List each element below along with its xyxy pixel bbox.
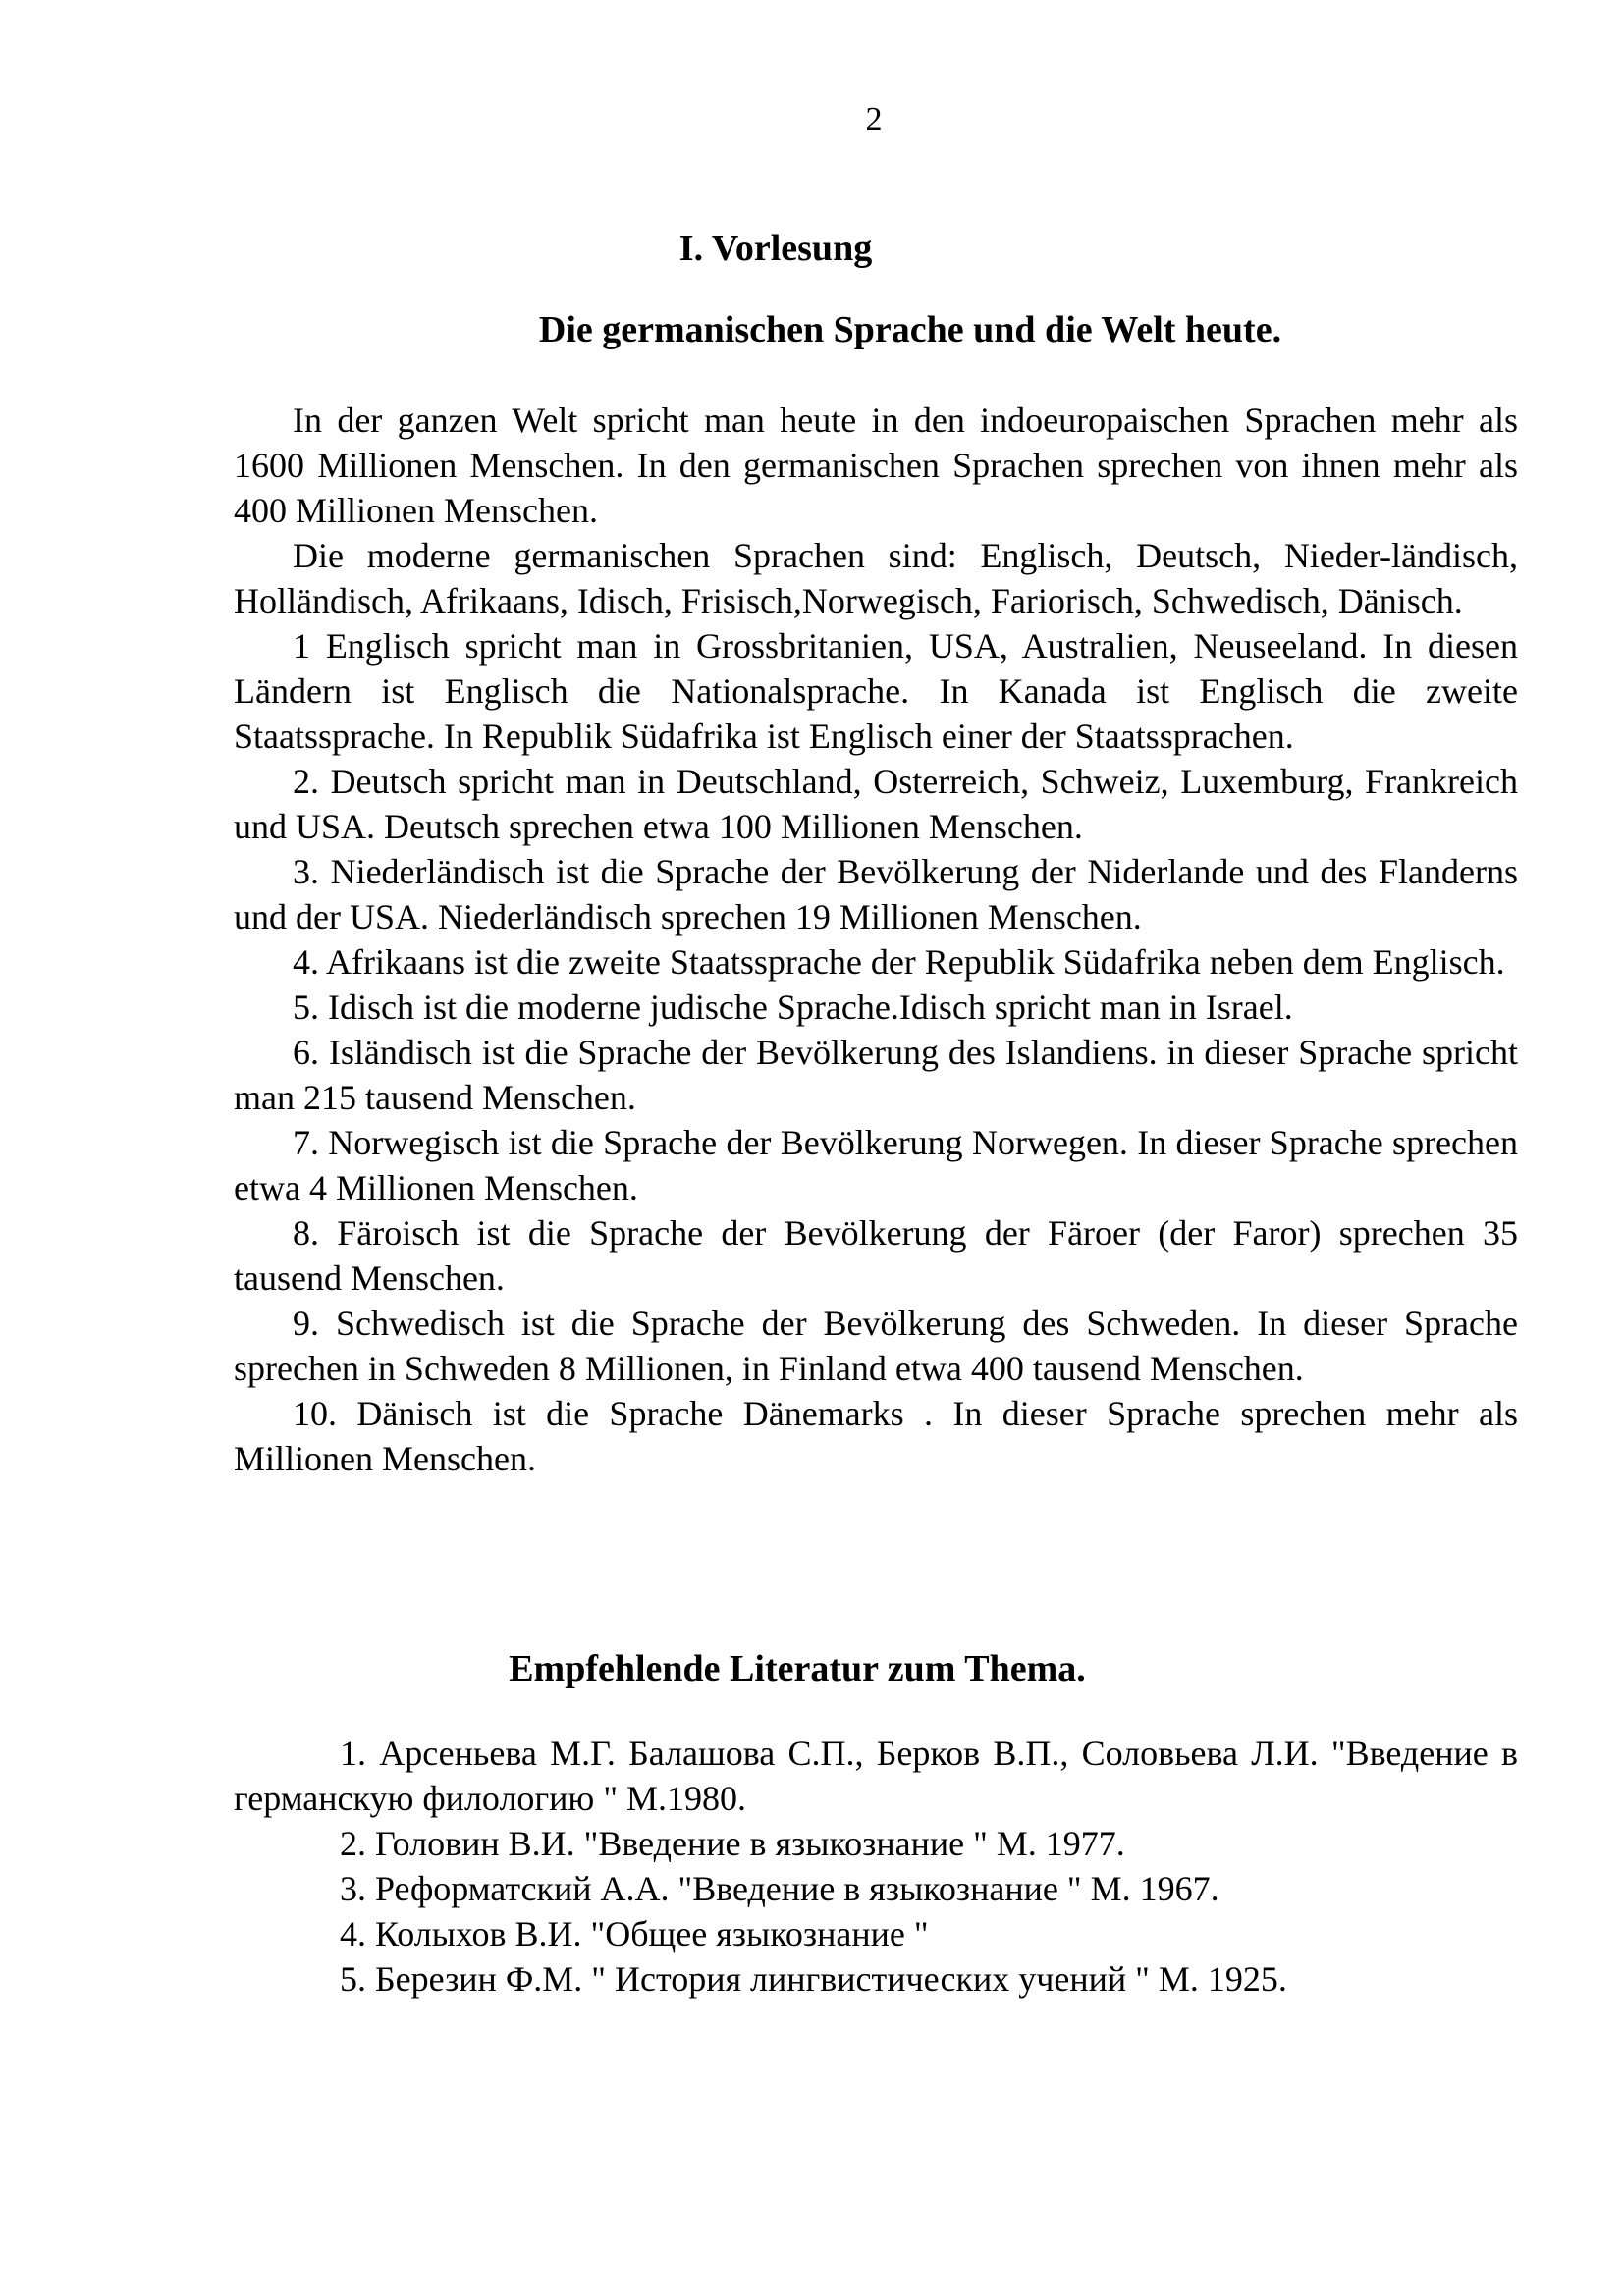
literature-item: 3. Реформатский А.А. "Введение в языкознание " М. 1967. <box>340 1869 1219 1908</box>
literature-item: 1. Арсеньева М.Г. Балашова С.П., Берков В.П., Соловьева Л.И. "Введение в германскую филологию " М.1980. <box>234 1734 1518 1818</box>
literature-item: 2. Головин В.И. "Введение в языкознание " М. 1977. <box>340 1824 1125 1863</box>
literature-item: 5. Березин Ф.М. " История лингвистических учений " М. 1925. <box>340 1959 1287 1999</box>
paragraph-icelandic: 6. Isländisch ist die Sprache der Bevölkerung des Islandiens. in dieser Sprache spricht man 215 tausend Menschen. <box>234 1033 1518 1117</box>
paragraph-swedish: 9. Schwedisch ist die Sprache der Bevölkerung des Schweden. In dieser Sprache sprechen in Schweden 8 Millionen, in Finland etwa 400 tausend Menschen. <box>234 1304 1518 1388</box>
paragraph-faroese: 8. Färoisch ist die Sprache der Bevölkerung der Färoer (der Faror) sprechen 35 tausend Menschen. <box>234 1213 1518 1298</box>
lecture-body <box>234 398 1518 1481</box>
paragraph-yiddish: 5. Idisch ist die moderne judische Sprache.Idisch spricht man in Israel. <box>293 988 1293 1027</box>
paragraph-afrikaans: 4. Afrikaans ist die zweite Staatssprache der Republik Südafrika neben dem Englisch. <box>293 942 1505 982</box>
literature-list <box>234 1731 1518 2002</box>
paragraph-german: 2. Deutsch spricht man in Deutschland, Osterreich, Schweiz, Luxemburg, Frankreich und USA. Deutsch sprechen etwa 100 Millionen Menschen. <box>234 762 1518 846</box>
paragraph-intro: In der ganzen Welt spricht man heute in den indoeuropaischen Sprachen mehr als 1600 Millionen Menschen. In den germanischen Sprachen sprechen von ihnen mehr als 400 Millionen Menschen. <box>234 400 1518 530</box>
paragraph-norwegian: 7. Norwegisch ist die Sprache der Bevölkerung Norwegen. In dieser Sprache sprechen etwa 4 Millionen Menschen. <box>234 1123 1518 1207</box>
paragraph-dutch: 3. Niederländisch ist die Sprache der Bevölkerung der Niderlande und des Flanderns und der USA. Niederländisch sprechen 19 Millionen Menschen. <box>234 852 1518 936</box>
lecture-subtitle: Die germanischen Sprache und die Welt heute. <box>538 309 1282 350</box>
paragraph-language-list: Die moderne germanischen Sprachen sind: Englisch, Deutsch, Nieder-ländisch, Holländisch, Afrikaans, Idisch, Frisisch,Norwegisch, Fariorisch, Schwedisch, Dänisch. <box>234 536 1518 620</box>
literature-heading: Empfehlende Literatur zum Thema. <box>509 1648 1086 1689</box>
literature-item: 4. Колыхов В.И. "Общее языкознание " <box>340 1914 929 1953</box>
paragraph-english: 1 Englisch spricht man in Grossbritanien, USA, Australien, Neuseeland. In diesen Ländern ist Englisch die Nationalsprache. In Kanada ist Englisch die zweite Staatssprache. In Republik Südafrika ist Englisch einer der Staatssprachen. <box>234 626 1518 756</box>
page-number: 2 <box>865 101 883 137</box>
lecture-title: I. Vorlesung <box>678 228 873 269</box>
paragraph-danish: 10. Dänisch ist die Sprache Dänemarks . In dieser Sprache sprechen mehr als Millionen Menschen. <box>234 1394 1518 1478</box>
